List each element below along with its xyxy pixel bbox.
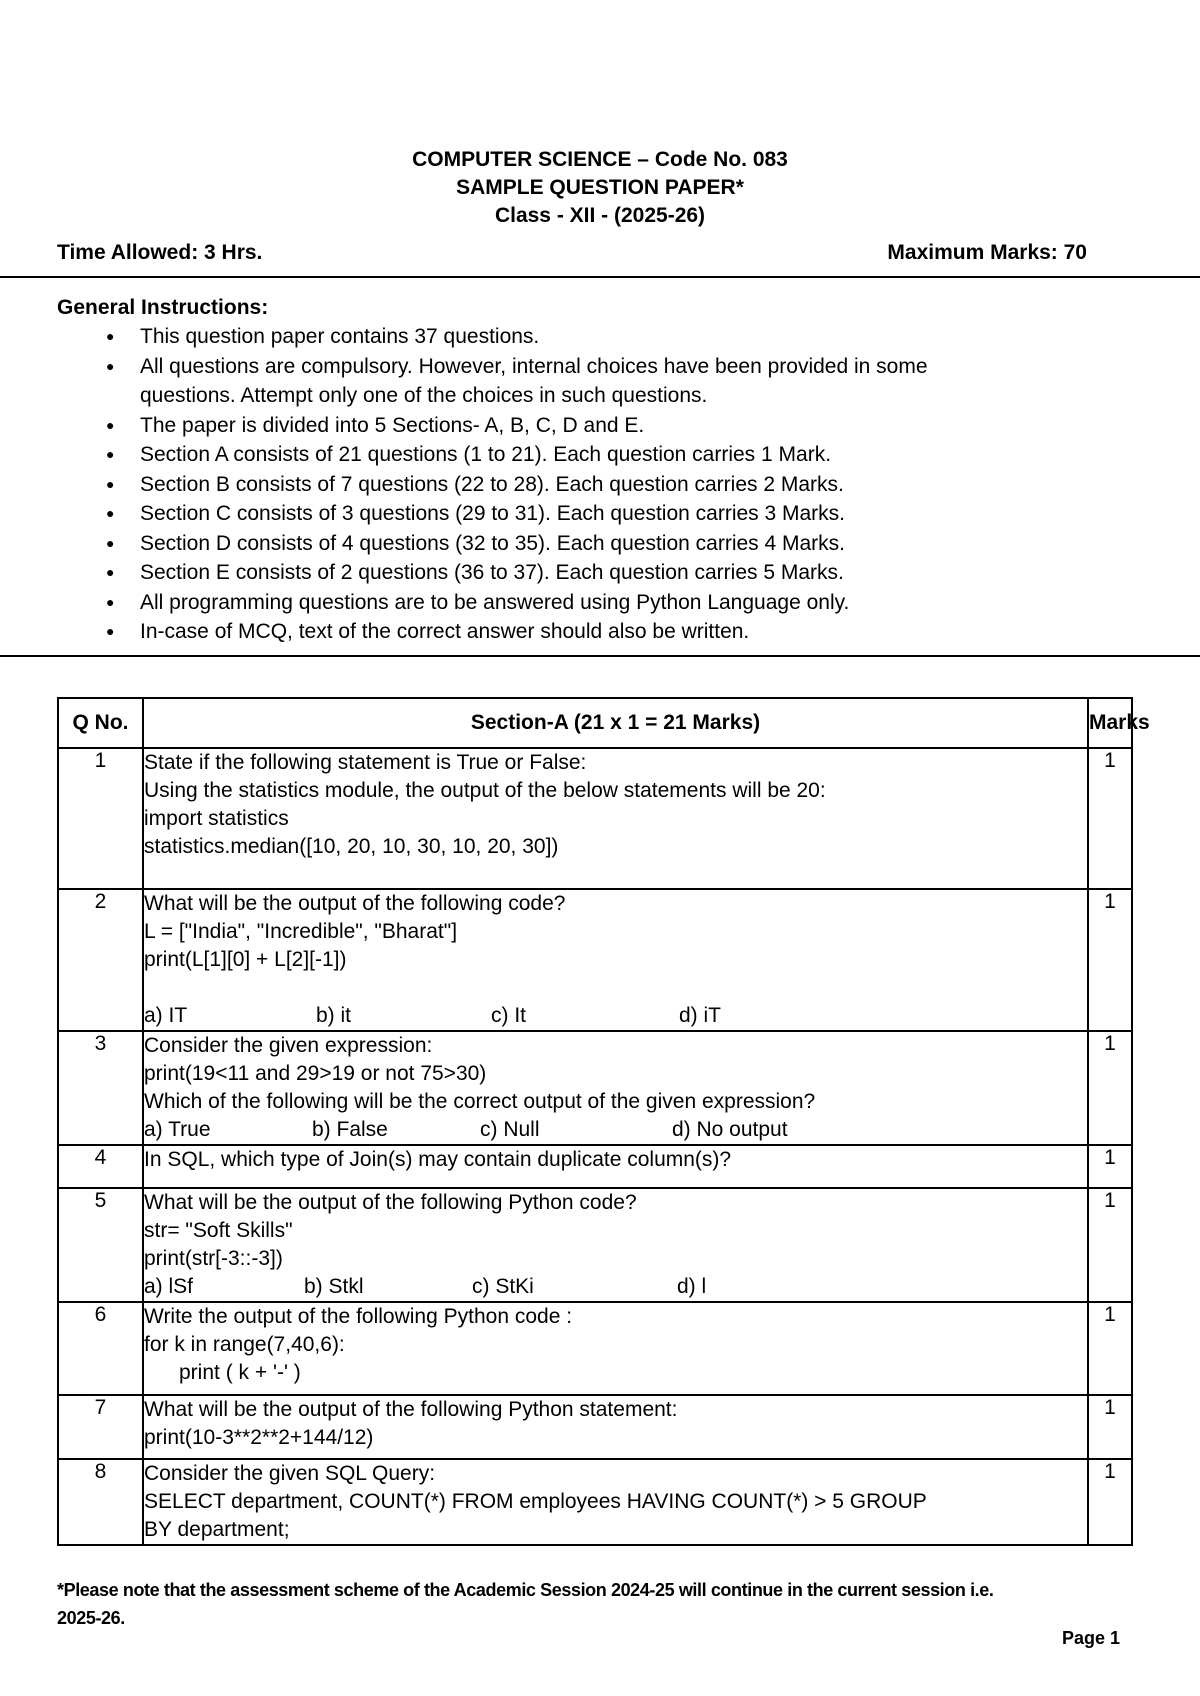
question-marks: 1 bbox=[1088, 748, 1132, 889]
instructions-title: General Instructions: bbox=[57, 296, 269, 319]
bullet-icon: ● bbox=[106, 505, 115, 521]
question-text: Consider the given expression: print(19<11 and 29>19 or not 75>30) Which of the following will be the correct output of the given expression? a) True b) False c) Null d) No output bbox=[143, 1031, 1088, 1145]
table-row bbox=[58, 1031, 1132, 1145]
question-text: Write the output of the following Python code : for k in range(7,40,6): print ( k + '-' ) bbox=[143, 1302, 1088, 1395]
footnote-line-1: *Please note that the assessment scheme of the Academic Session 2024-25 will continue in the current session i.e. bbox=[57, 1580, 994, 1600]
question-marks: 1 bbox=[1088, 1145, 1132, 1188]
header-qno: Q No. bbox=[58, 698, 143, 748]
question-number: 6 bbox=[58, 1302, 143, 1395]
instructions-list bbox=[57, 322, 1137, 647]
question-number: 2 bbox=[58, 889, 143, 1031]
bullet-icon: ● bbox=[106, 446, 115, 462]
question-text: Consider the given SQL Query: SELECT department, COUNT(*) FROM employees HAVING COUNT(*) > 5 GROUP BY department; bbox=[143, 1459, 1088, 1545]
table-row bbox=[58, 889, 1132, 1031]
section-a-table bbox=[57, 697, 1150, 1546]
option-a: a) lSf bbox=[144, 1275, 194, 1298]
bullet-icon: ● bbox=[106, 564, 115, 580]
question-number: 1 bbox=[58, 748, 143, 889]
question-marks: 1 bbox=[1088, 889, 1132, 1031]
option-c: c) Null bbox=[480, 1118, 540, 1141]
table-row bbox=[58, 1395, 1132, 1459]
bullet-icon: ● bbox=[106, 416, 115, 433]
table-row bbox=[58, 1145, 1132, 1188]
paper-subtitle: SAMPLE QUESTION PAPER* bbox=[456, 176, 744, 199]
option-a: a) IT bbox=[144, 1004, 188, 1027]
question-marks: 1 bbox=[1088, 1395, 1132, 1459]
header-section: Section-A (21 x 1 = 21 Marks) bbox=[143, 698, 1088, 748]
bullet-icon: ● bbox=[106, 357, 115, 374]
option-b: b) False bbox=[312, 1118, 388, 1141]
instruction-item: ● Section E consists of 2 questions (36 to 37). Each question carries 5 Marks. bbox=[140, 558, 1137, 588]
option-d: d) No output bbox=[672, 1118, 788, 1141]
bullet-icon: ● bbox=[106, 593, 115, 610]
question-text: What will be the output of the following Python code? str= "Soft Skills" print(str[-3::-3]) a) lSf b) Stkl c) StKi d) l bbox=[143, 1188, 1088, 1302]
bullet-icon: ● bbox=[106, 534, 115, 551]
option-d: d) l bbox=[677, 1275, 707, 1298]
instruction-item: ● Section A consists of 21 questions (1 to 21). Each question carries 1 Mark. bbox=[140, 440, 1137, 470]
option-c: c) It bbox=[491, 1004, 526, 1027]
question-text: State if the following statement is True or False: Using the statistics module, the output of the below statements will be 20: import statistics statistics.median([10, 20, 10, 30, 10, 20, 30]) bbox=[143, 748, 1088, 889]
divider-bottom bbox=[0, 655, 1200, 657]
instruction-item: ● All programming questions are to be answered using Python Language only. bbox=[140, 588, 1137, 618]
instruction-item: ● Section B consists of 7 questions (22 to 28). Each question carries 2 Marks. bbox=[140, 470, 1137, 500]
footnote bbox=[57, 1576, 1147, 1632]
table-header-row bbox=[58, 698, 1132, 748]
bullet-icon: ● bbox=[106, 328, 115, 344]
bullet-icon: ● bbox=[106, 475, 115, 492]
general-instructions bbox=[57, 296, 1137, 647]
option-a: a) True bbox=[144, 1118, 211, 1141]
question-text: In SQL, which type of Join(s) may contain duplicate column(s)? bbox=[143, 1145, 1088, 1188]
option-b: b) Stkl bbox=[304, 1275, 364, 1298]
time-marks-row bbox=[57, 241, 1087, 265]
question-marks: 1 bbox=[1088, 1031, 1132, 1145]
instruction-item: ● Section C consists of 3 questions (29 to 31). Each question carries 3 Marks. bbox=[140, 499, 1137, 529]
table-row bbox=[58, 1302, 1132, 1395]
bullet-icon: ● bbox=[106, 623, 115, 639]
instruction-item: ● In-case of MCQ, text of the correct answer should also be written. bbox=[140, 617, 1137, 647]
question-number: 7 bbox=[58, 1395, 143, 1459]
time-allowed: Time Allowed: 3 Hrs. bbox=[57, 241, 263, 264]
option-c: c) StKi bbox=[472, 1275, 534, 1298]
answer-options bbox=[144, 1273, 1087, 1301]
instruction-item: ● This question paper contains 37 questions. bbox=[140, 322, 1137, 352]
question-marks: 1 bbox=[1088, 1188, 1132, 1302]
maximum-marks: Maximum Marks: 70 bbox=[887, 241, 1087, 264]
table-row bbox=[58, 1188, 1132, 1302]
paper-title: COMPUTER SCIENCE – Code No. 083 bbox=[412, 148, 788, 171]
answer-options bbox=[144, 1002, 1087, 1030]
question-text: What will be the output of the following code? L = ["India", "Incredible", "Bharat"] print(L[1][0] + L[2][-1]) a) IT b) it c) It d) iT bbox=[143, 889, 1088, 1031]
table-row bbox=[58, 1459, 1132, 1545]
paper-class: Class - XII - (2025-26) bbox=[494, 204, 706, 227]
header-marks: Marks bbox=[1088, 698, 1132, 748]
instruction-item: ● The paper is divided into 5 Sections- A, B, C, D and E. bbox=[140, 411, 1137, 441]
divider-top bbox=[0, 276, 1200, 278]
option-d: d) iT bbox=[679, 1004, 721, 1027]
question-number: 5 bbox=[58, 1188, 143, 1302]
question-marks: 1 bbox=[1088, 1459, 1132, 1545]
instruction-item: ● All questions are compulsory. However, internal choices have been provided in some questions. Attempt only one of the choices in such questions. bbox=[140, 352, 1137, 411]
question-number: 4 bbox=[58, 1145, 143, 1188]
option-b: b) it bbox=[316, 1004, 352, 1027]
answer-options bbox=[144, 1116, 1087, 1144]
question-number: 8 bbox=[58, 1459, 143, 1545]
question-marks: 1 bbox=[1088, 1302, 1132, 1395]
page-number: Page 1 bbox=[1062, 1628, 1121, 1648]
paper-header bbox=[0, 146, 1200, 230]
table-row bbox=[58, 748, 1132, 889]
instruction-item: ● Section D consists of 4 questions (32 to 35). Each question carries 4 Marks. bbox=[140, 529, 1137, 559]
footnote-line-2: 2025-26. bbox=[57, 1608, 125, 1628]
question-text: What will be the output of the following Python statement: print(10-3**2**2+144/12) bbox=[143, 1395, 1088, 1459]
question-number: 3 bbox=[58, 1031, 143, 1145]
